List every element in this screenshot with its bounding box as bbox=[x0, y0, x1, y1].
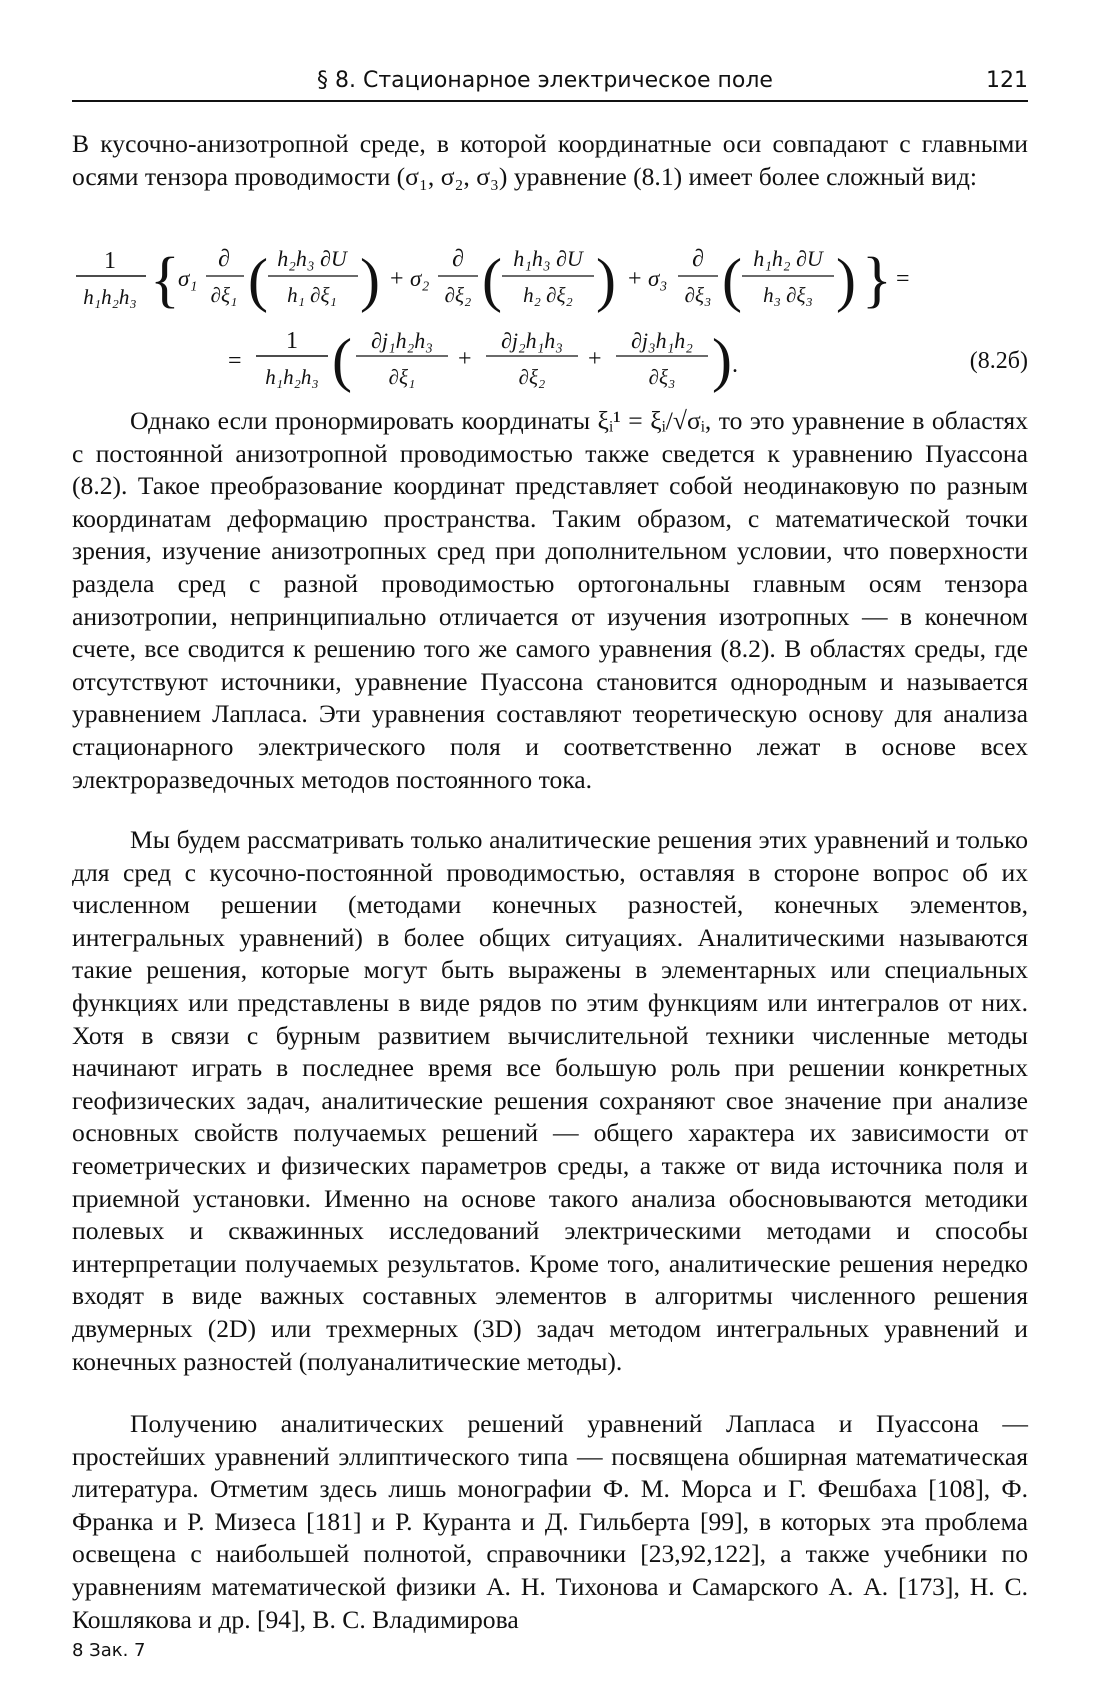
coef-sigma3: σ₃ bbox=[648, 266, 668, 291]
svg-text:=: = bbox=[228, 348, 242, 374]
svg-text:+: + bbox=[390, 266, 404, 292]
svg-text:∂j₁h₂h₃: ∂j₁h₂h₃ bbox=[371, 328, 433, 353]
prefix-denominator: h₁h₂h₃ bbox=[83, 285, 137, 309]
svg-text:.: . bbox=[732, 352, 738, 378]
svg-text:+: + bbox=[458, 346, 472, 372]
svg-text:}: } bbox=[862, 246, 892, 314]
svg-text:∂ξ₂: ∂ξ₂ bbox=[444, 283, 472, 307]
svg-text:(: ( bbox=[482, 247, 502, 313]
prefix-numerator: 1 bbox=[104, 248, 116, 274]
svg-text:): ) bbox=[712, 327, 732, 393]
svg-text:h₂h₃ ∂U: h₂h₃ ∂U bbox=[277, 246, 347, 271]
page-number: 121 bbox=[986, 68, 1028, 93]
paragraph-3: Получению аналитических решений уравнений Лапласа и Пуассона — простейших уравнений эллиптического типа — посвящена обширная математическая литература. Отметим здесь лишь монографии Ф. М. Морса и Г. Фешбаха [108], Ф. Франка и Р. Мизеса [181] и Р. Куранта и Д. Гильберта [99], в которых эта проблема освещена с наибольшей полнотой, справочники [23,92,122], а также учебники по уравнениям математической физики А. Н. Тихонова и Самарского А. А. [173], Н. С. Кошлякова и др. [94], В. С. Владимирова bbox=[72, 1409, 1028, 1634]
svg-text:1: 1 bbox=[286, 328, 298, 354]
svg-text:h₁h₂ ∂U: h₁h₂ ∂U bbox=[753, 246, 823, 271]
svg-text:h₃ ∂ξ₃: h₃ ∂ξ₃ bbox=[763, 283, 813, 307]
svg-text:∂j₂h₁h₃: ∂j₂h₁h₃ bbox=[501, 328, 563, 353]
svg-text:{: { bbox=[150, 246, 180, 314]
equation-number: (8.2б) bbox=[969, 348, 1028, 374]
signature-mark: 8 Зак. 7 bbox=[72, 1640, 146, 1661]
svg-text:∂ξ₂: ∂ξ₂ bbox=[518, 365, 546, 389]
paragraph-2: Мы будем рассматривать только аналитические решения этих уравнений и только для сред с кусочно-постоянной проводимостью, оставляя в стороне вопрос об их численном решении (методами конечных разностей, конечных элементов, интегральных уравнений) в более общих ситуациях. Аналитическими называются такие решения, которые могут быть выражены в элементарных или специальных функциях или представлены в виде рядов по этим функциям или интегралов от них. Хотя в связи с бурным развитием вычислительной техники численные методы начинают играть в последнее время все большую роль при решении конкретных геофизических задач, аналитические решения сохраняют свое значение при анализе основных свойств получаемых решений — общего характера их зависимости от геометрических и физических параметров среды, а также от вида источника поля и приемной установки. Именно на основе такого анализа обосновываются методики полевых и скважинных исследований электрическими методами и способы интерпретации получаемых результатов. Кроме того, аналитические решения нередко входят в виде важных составных элементов в алгоритмы численного решения двумерных (2D) или трехмерных (3D) задач методом интегральных уравнений и конечных разностей (полуаналитические методы). bbox=[72, 825, 1028, 1376]
svg-text:(: ( bbox=[248, 247, 268, 313]
svg-text:+: + bbox=[628, 266, 642, 292]
svg-text:h₁h₂h₃: h₁h₂h₃ bbox=[265, 365, 319, 389]
svg-text:=: = bbox=[896, 266, 910, 292]
svg-text:∂ξ₃: ∂ξ₃ bbox=[684, 283, 712, 307]
svg-text:∂ξ₃: ∂ξ₃ bbox=[648, 365, 676, 389]
svg-text:): ) bbox=[596, 247, 616, 313]
svg-text:h₁ ∂ξ₁: h₁ ∂ξ₁ bbox=[287, 283, 337, 307]
paragraph-1: Однако если пронормировать координаты ξᵢ¹ = ξᵢ/√σᵢ, то это уравнение в областях с постоянной анизотропной проводимостью также сведется к уравнению Пуассона (8.2). Такое преобразование координат представляет собой неодинаковую по разным координатам деформацию пространства. Таким образом, с математической точки зрения, изучение анизотропных сред при дополнительном условии, что поверхности раздела сред с разной проводимостью ортогональны главным осям тензора анизотропии, непринципиально отличается от изучения изотропных — в конечном счете, все сводится к решению того же самого уравнения (8.2). В областях среды, где отсутствуют источники, уравнение Пуассона становится однородным и называется уравнением Лапласа. Эти уравнения составляют теоретическую основу для анализа стационарного электрического поля и соответственно лежат в основе всех электроразведочных методов постоянного тока. bbox=[72, 406, 1028, 794]
coef-sigma2: σ₂ bbox=[410, 266, 430, 291]
svg-text:(: ( bbox=[722, 247, 742, 313]
svg-text:): ) bbox=[360, 247, 380, 313]
equation-row-2 bbox=[228, 327, 1028, 393]
svg-text:): ) bbox=[836, 247, 856, 313]
svg-text:h₁h₃ ∂U: h₁h₃ ∂U bbox=[513, 246, 583, 271]
svg-text:∂j₃h₁h₂: ∂j₃h₁h₂ bbox=[631, 328, 693, 353]
svg-text:h₂ ∂ξ₂: h₂ ∂ξ₂ bbox=[523, 283, 573, 307]
svg-text:∂ξ₁: ∂ξ₁ bbox=[210, 283, 238, 307]
svg-text:(: ( bbox=[332, 327, 352, 393]
header-title: § 8. Стационарное электрическое поле bbox=[317, 68, 773, 93]
equation-row-1 bbox=[76, 246, 910, 314]
running-header bbox=[72, 60, 1028, 102]
svg-text:∂: ∂ bbox=[218, 246, 230, 272]
svg-text:∂: ∂ bbox=[452, 246, 464, 272]
equation-8-2b bbox=[72, 236, 1028, 406]
svg-text:+: + bbox=[588, 346, 602, 372]
intro-paragraph: В кусочно-анизотропной среде, в которой координатные оси совпадают с главными осями тензора проводимости (σ₁, σ₂, σ₃) уравнение (8.1) имеет более сложный вид: bbox=[72, 129, 1028, 191]
coef-sigma1: σ₁ bbox=[178, 266, 198, 291]
svg-text:∂ξ₁: ∂ξ₁ bbox=[388, 365, 416, 389]
svg-text:∂: ∂ bbox=[692, 246, 704, 272]
